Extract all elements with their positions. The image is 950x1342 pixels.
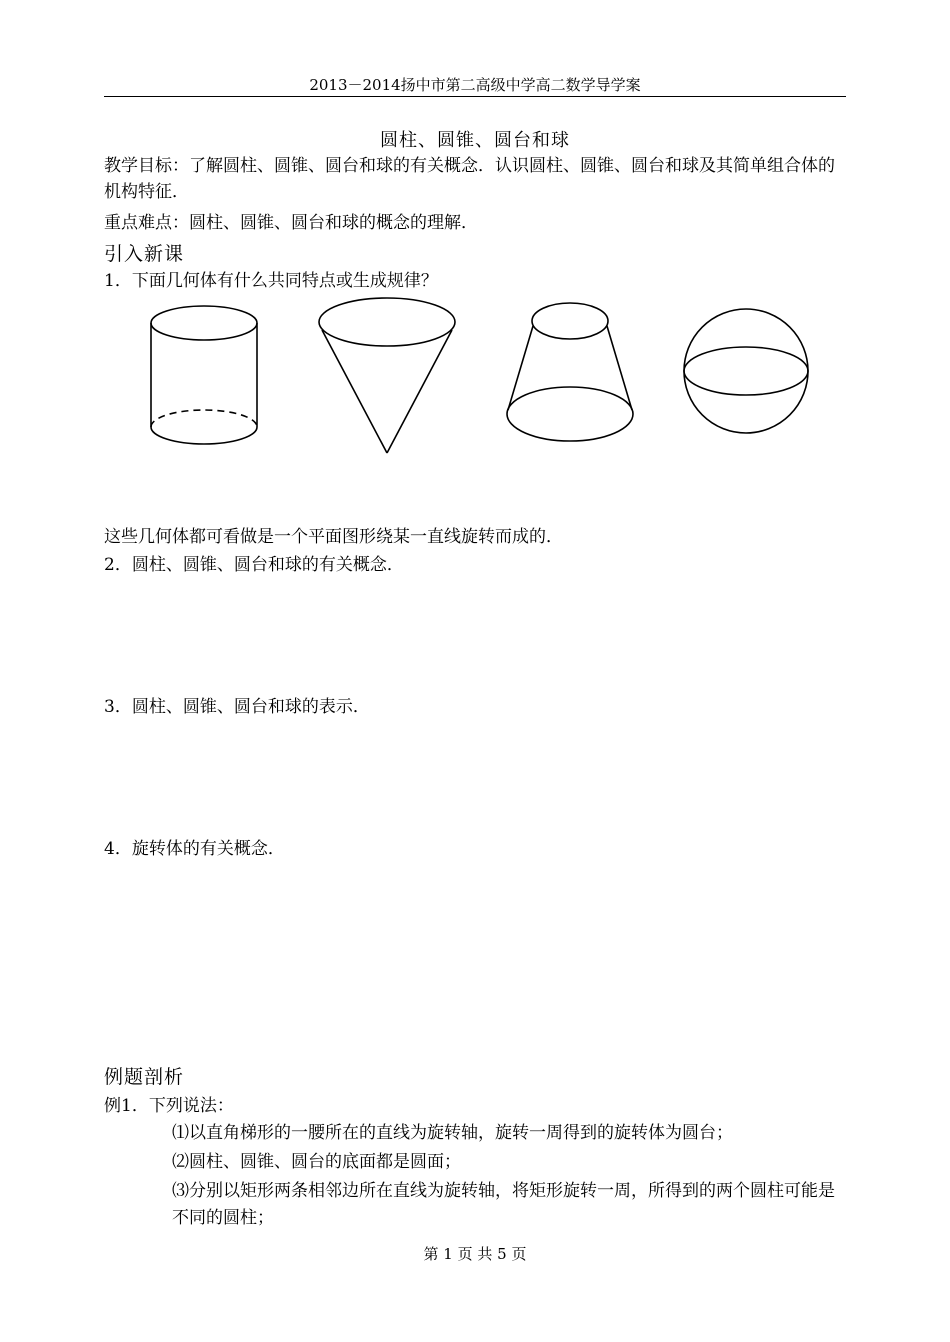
solids-figure bbox=[0, 0, 950, 520]
question-4: 4．旋转体的有关概念． bbox=[104, 839, 285, 859]
section-intro-heading: 引入新课 bbox=[104, 243, 185, 265]
example-1-item: ⑶分别以矩形两条相邻边所在直线为旋转轴，将矩形旋转一周，所得到的两个圆柱可能是不同的圆柱； bbox=[172, 1181, 835, 1228]
page-footer: 第 1 页 共 5 页 bbox=[423, 1245, 527, 1263]
example-1-item: ⑵圆柱、圆锥、圆台的底面都是圆面； bbox=[172, 1152, 461, 1172]
lesson-title: 圆柱、圆锥、圆台和球 bbox=[380, 130, 570, 151]
sphere-shape bbox=[684, 309, 808, 433]
example-1-item: ⑴以直角梯形的一腰所在的直线为旋转轴，旋转一周得到的旋转体为圆台； bbox=[172, 1123, 733, 1143]
section-examples-heading: 例题剖析 bbox=[104, 1066, 185, 1088]
example-1-stem: 例1．下列说法： bbox=[104, 1096, 234, 1116]
question-1-answer: 这些几何体都可看做是一个平面图形绕某一直线旋转而成的． bbox=[104, 527, 563, 547]
cone-shape bbox=[319, 298, 455, 453]
teaching-objectives: 教学目标：了解圆柱、圆锥、圆台和球的有关概念．认识圆柱、圆锥、圆台和球及其简单组合体的机构特征． bbox=[104, 156, 835, 202]
question-1: 1．下面几何体有什么共同特点或生成规律？ bbox=[104, 271, 438, 291]
key-points: 重点难点：圆柱、圆锥、圆台和球的概念的理解． bbox=[104, 213, 478, 233]
frustum-shape bbox=[507, 303, 633, 441]
cylinder-shape bbox=[151, 306, 257, 444]
page-header: 2013－2014扬中市第二高级中学高二数学导学案 bbox=[309, 76, 641, 94]
question-3: 3．圆柱、圆锥、圆台和球的表示． bbox=[104, 697, 370, 717]
question-2: 2．圆柱、圆锥、圆台和球的有关概念． bbox=[104, 555, 404, 575]
